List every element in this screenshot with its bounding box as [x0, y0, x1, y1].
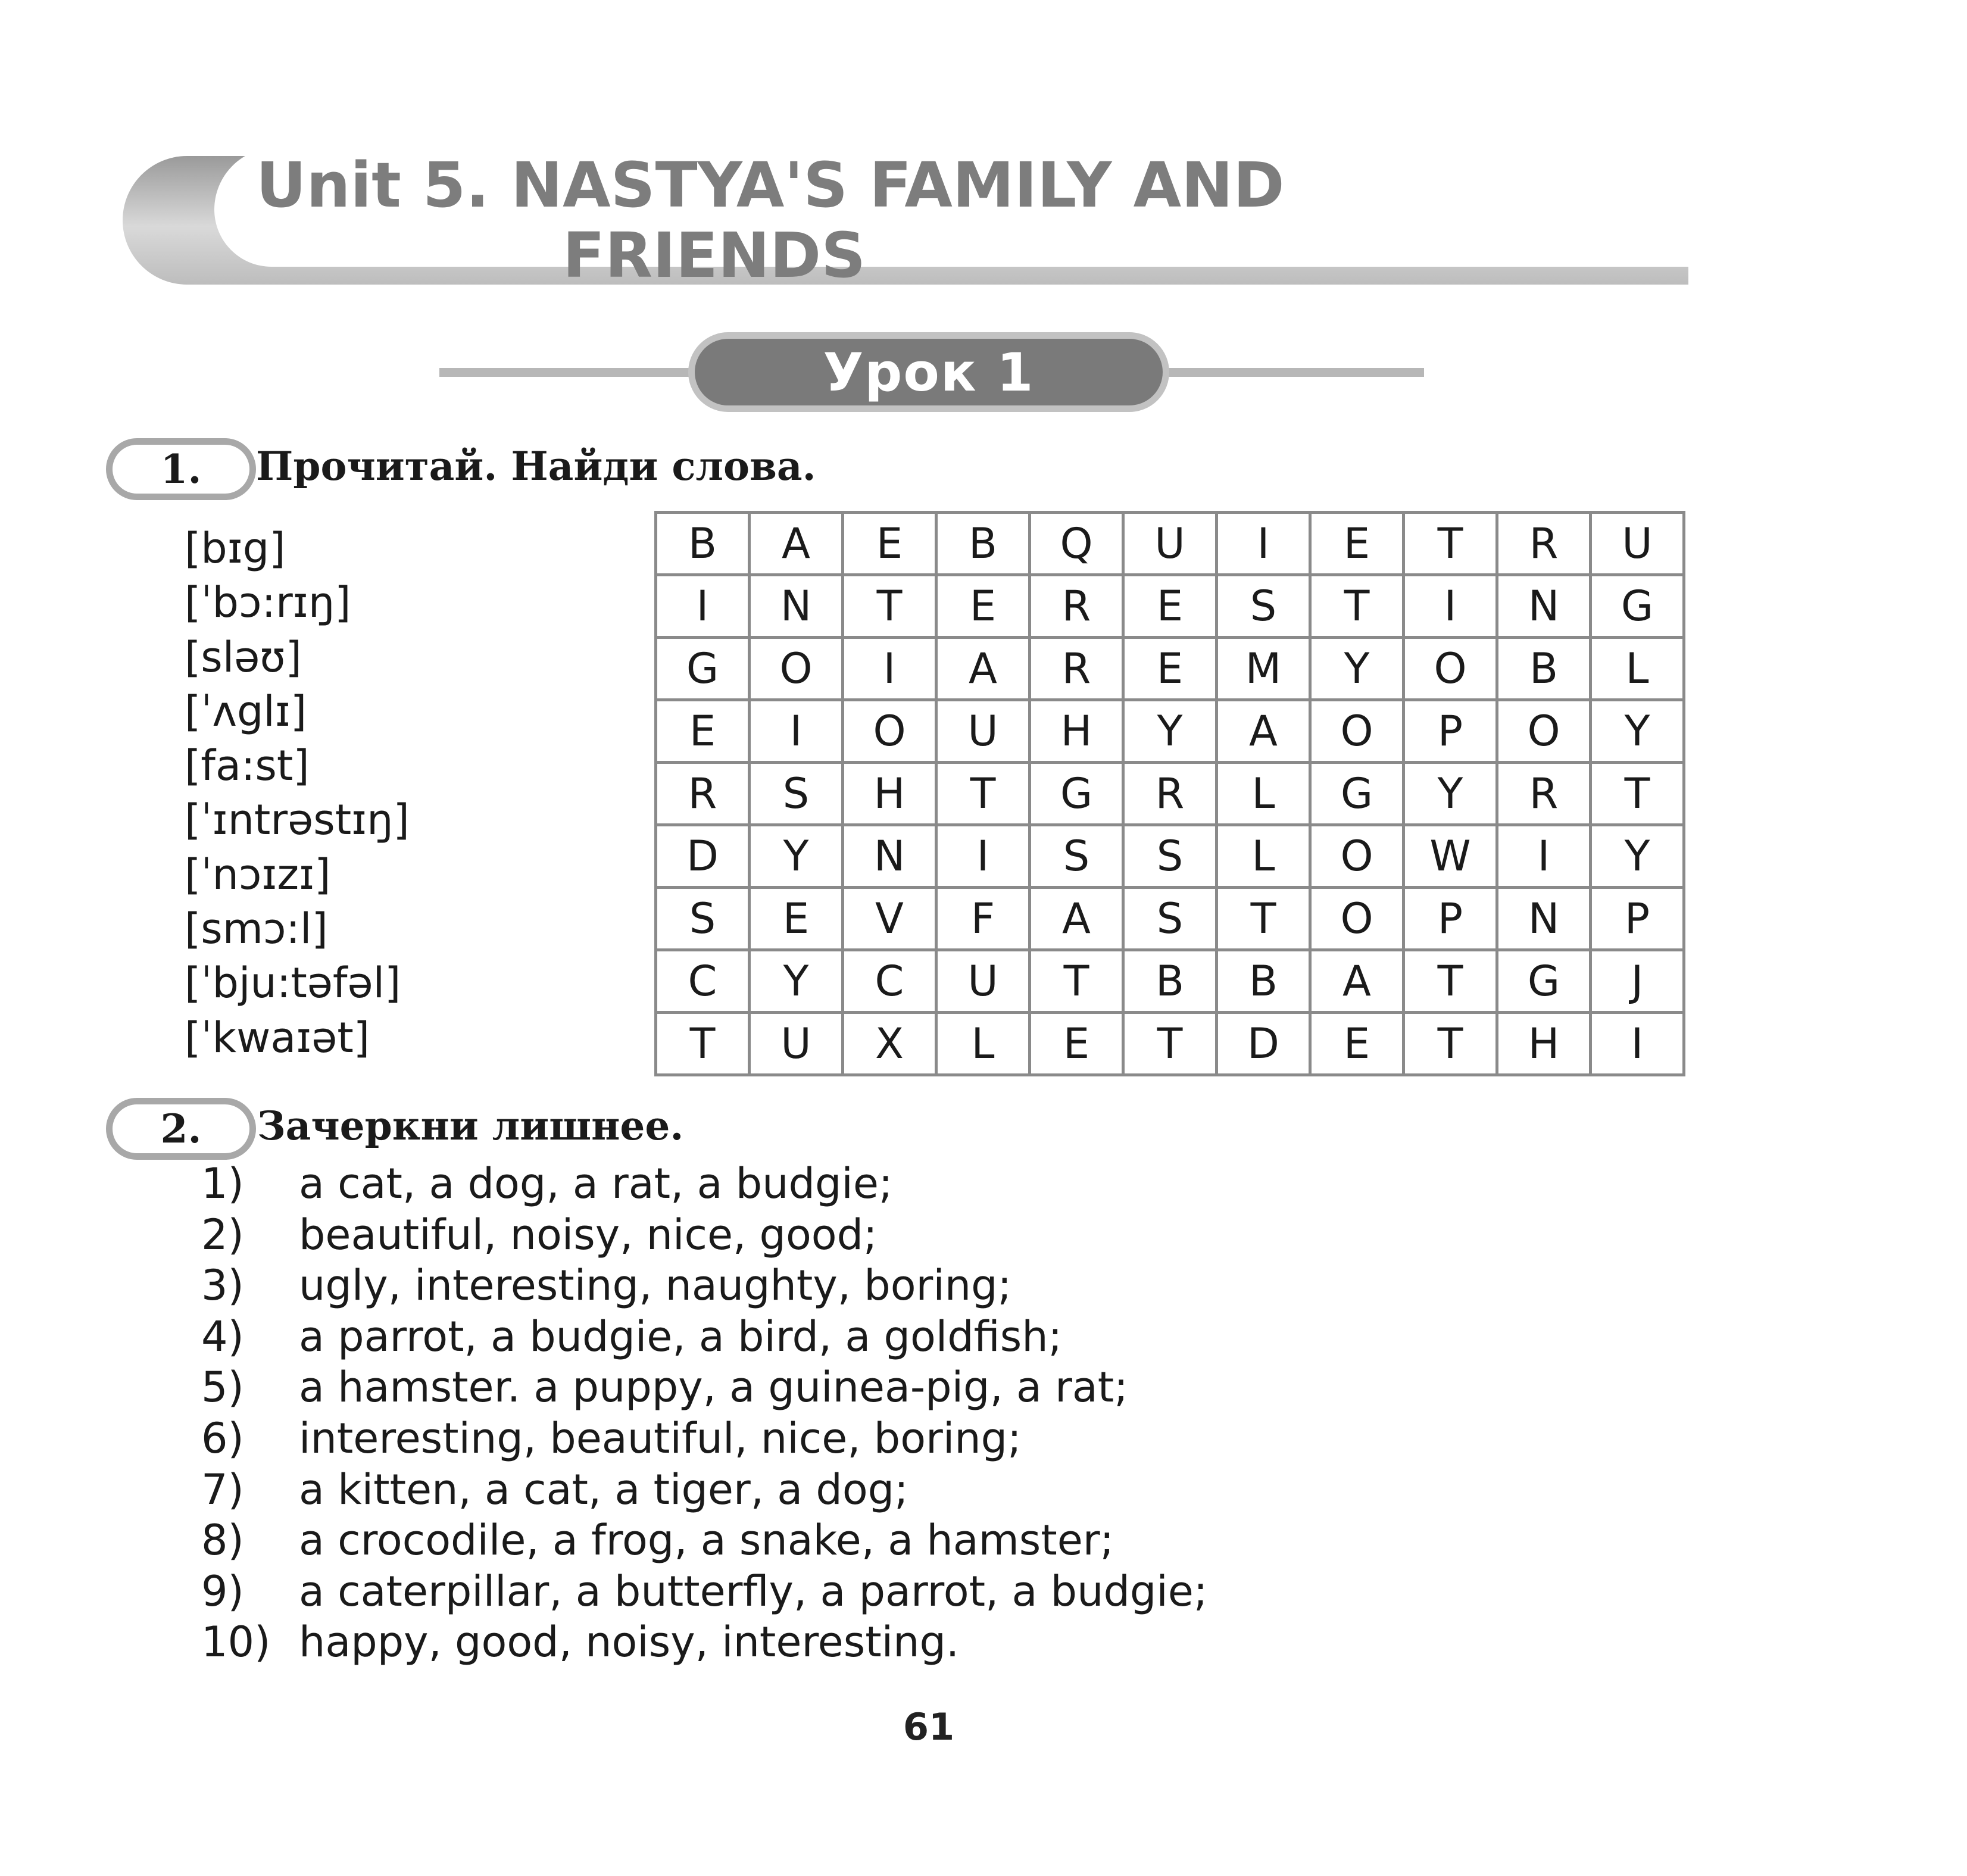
grid-cell: E: [936, 575, 1030, 638]
grid-cell: S: [1123, 888, 1217, 950]
lesson-title: Урок 1: [823, 341, 1035, 403]
grid-row: [656, 950, 1684, 1013]
grid-cell: S: [1030, 825, 1123, 888]
grid-cell: J: [1591, 950, 1684, 1013]
grid-cell: A: [1310, 950, 1404, 1013]
item-text: a crocodile, a frog, a snake, a hamster;: [299, 1516, 1114, 1565]
unit-title: [256, 150, 1685, 291]
page-number: 61: [903, 1705, 955, 1749]
grid-cell: T: [936, 763, 1030, 825]
grid-cell: Y: [1591, 825, 1684, 888]
grid-cell: P: [1404, 888, 1497, 950]
grid-cell: B: [1123, 950, 1217, 1013]
grid-cell: T: [1404, 1013, 1497, 1075]
item-text: a parrot, a budgie, a bird, a goldfish;: [299, 1312, 1063, 1361]
transcription-item: [ˈɪntrəstɪŋ]: [185, 795, 410, 845]
transcription-item: [ˈkwaɪət]: [185, 1013, 370, 1062]
list-item: [201, 1413, 1207, 1465]
grid-cell: P: [1591, 888, 1684, 950]
grid-cell: L: [1217, 763, 1310, 825]
grid-cell: I: [936, 825, 1030, 888]
grid-cell: G: [1030, 763, 1123, 825]
grid-cell: O: [1310, 700, 1404, 763]
grid-cell: L: [1217, 825, 1310, 888]
grid-cell: R: [1123, 763, 1217, 825]
grid-cell: N: [843, 825, 936, 888]
grid-row: [656, 763, 1684, 825]
grid-cell: E: [1123, 638, 1217, 700]
grid-cell: B: [936, 513, 1030, 575]
grid-cell: B: [1497, 638, 1591, 700]
grid-cell: D: [656, 825, 750, 888]
grid-cell: S: [750, 763, 843, 825]
grid-cell: T: [1404, 950, 1497, 1013]
item-number: 9): [201, 1566, 244, 1616]
item-number: 3): [201, 1261, 244, 1310]
grid-cell: G: [1591, 575, 1684, 638]
grid-row: [656, 513, 1684, 575]
grid-cell: S: [656, 888, 750, 950]
grid-row: [656, 638, 1684, 700]
grid-cell: X: [843, 1013, 936, 1075]
item-number: 2): [201, 1210, 244, 1259]
item-text: interesting, beautiful, nice, boring;: [299, 1413, 1022, 1463]
transcription-item: [ˈbɔ:rɪŋ]: [185, 578, 351, 628]
grid-cell: M: [1217, 638, 1310, 700]
grid-cell: A: [750, 513, 843, 575]
grid-cell: E: [1310, 1013, 1404, 1075]
grid-cell: U: [1123, 513, 1217, 575]
grid-cell: Y: [1310, 638, 1404, 700]
grid-cell: E: [1123, 575, 1217, 638]
item-number: 7): [201, 1465, 244, 1514]
grid-cell: N: [1497, 575, 1591, 638]
item-text: beautiful, noisy, nice, good;: [299, 1210, 878, 1259]
item-text: ugly, interesting, naughty, boring;: [299, 1261, 1012, 1310]
grid-cell: T: [843, 575, 936, 638]
grid-cell: T: [1591, 763, 1684, 825]
grid-cell: I: [1404, 575, 1497, 638]
grid-cell: E: [1030, 1013, 1123, 1075]
grid-cell: G: [656, 638, 750, 700]
list-item: [201, 1210, 1207, 1261]
item-number: 1): [201, 1159, 244, 1208]
list-item: [201, 1566, 1207, 1618]
grid-cell: C: [656, 950, 750, 1013]
grid-cell: L: [1591, 638, 1684, 700]
grid-cell: S: [1123, 825, 1217, 888]
grid-row: [656, 825, 1684, 888]
item-number: 8): [201, 1516, 244, 1565]
grid-cell: I: [1497, 825, 1591, 888]
lesson-badge: [688, 332, 1169, 412]
transcription-item: [sləʊ]: [185, 632, 302, 682]
grid-cell: I: [1217, 513, 1310, 575]
grid-cell: Y: [1591, 700, 1684, 763]
grid-row: [656, 888, 1684, 950]
grid-cell: B: [656, 513, 750, 575]
grid-cell: B: [1217, 950, 1310, 1013]
grid-cell: I: [1591, 1013, 1684, 1075]
list-item: [201, 1260, 1207, 1312]
item-text: a kitten, a cat, a tiger, a dog;: [299, 1465, 908, 1514]
grid-cell: U: [936, 950, 1030, 1013]
transcription-item: [fa:st]: [185, 741, 310, 791]
transcription-item: [ˈʌglɪ]: [185, 686, 307, 736]
grid-cell: Q: [1030, 513, 1123, 575]
transcription-list: [185, 522, 410, 1065]
list-item: [201, 1617, 1207, 1668]
grid-cell: R: [1030, 575, 1123, 638]
grid-cell: T: [656, 1013, 750, 1075]
item-text: a caterpillar, a butterfly, a parrot, a budgie;: [299, 1566, 1208, 1616]
grid-cell: C: [843, 950, 936, 1013]
grid-cell: N: [1497, 888, 1591, 950]
grid-cell: H: [843, 763, 936, 825]
list-item: [201, 1312, 1207, 1363]
grid-cell: H: [1030, 700, 1123, 763]
grid-cell: O: [1497, 700, 1591, 763]
transcription-item: [bɪg]: [185, 524, 286, 573]
transcription-item: [ˈbju:təfəl]: [185, 959, 401, 1008]
grid-cell: T: [1217, 888, 1310, 950]
grid-cell: R: [656, 763, 750, 825]
transcription-item: [ˈnɔɪzɪ]: [185, 850, 331, 899]
task-1-instruction: Прочитай. Найди слова.: [256, 443, 816, 489]
grid-cell: G: [1497, 950, 1591, 1013]
grid-row: [656, 700, 1684, 763]
item-text: a cat, a dog, a rat, a budgie;: [299, 1159, 893, 1208]
odd-one-out-list: [201, 1159, 1207, 1668]
grid-cell: O: [1310, 825, 1404, 888]
list-item: [201, 1362, 1207, 1413]
grid-cell: T: [1310, 575, 1404, 638]
item-number: 6): [201, 1413, 244, 1463]
grid-cell: Y: [750, 950, 843, 1013]
grid-cell: G: [1310, 763, 1404, 825]
item-text: a hamster. a puppy, a guinea-pig, a rat;: [299, 1363, 1128, 1412]
item-number: 10): [201, 1618, 271, 1667]
unit-title-line-2: FRIENDS: [563, 219, 866, 292]
grid-cell: U: [936, 700, 1030, 763]
grid-cell: E: [750, 888, 843, 950]
item-number: 5): [201, 1363, 244, 1412]
grid-cell: F: [936, 888, 1030, 950]
grid-cell: A: [1030, 888, 1123, 950]
list-item: [201, 1515, 1207, 1566]
item-number: 4): [201, 1312, 244, 1361]
unit-title-line-1: Unit 5. NASTYA'S FAMILY AND: [256, 149, 1285, 221]
grid-cell: O: [1310, 888, 1404, 950]
grid-cell: T: [1123, 1013, 1217, 1075]
grid-cell: H: [1497, 1013, 1591, 1075]
task-2-instruction: Зачеркни лишнее.: [257, 1103, 684, 1149]
grid-cell: U: [750, 1013, 843, 1075]
grid-cell: E: [656, 700, 750, 763]
grid-cell: V: [843, 888, 936, 950]
grid-cell: Y: [1404, 763, 1497, 825]
task-1-number: 1.: [106, 438, 256, 500]
grid-cell: I: [750, 700, 843, 763]
grid-cell: O: [843, 700, 936, 763]
grid-cell: E: [843, 513, 936, 575]
grid-cell: L: [936, 1013, 1030, 1075]
word-search-grid: [654, 511, 1685, 1076]
grid-cell: P: [1404, 700, 1497, 763]
task-2-number: 2.: [106, 1098, 256, 1160]
grid-cell: N: [750, 575, 843, 638]
grid-cell: O: [750, 638, 843, 700]
grid-cell: D: [1217, 1013, 1310, 1075]
grid-cell: R: [1497, 513, 1591, 575]
grid-cell: S: [1217, 575, 1310, 638]
transcription-item: [smɔ:l]: [185, 904, 328, 954]
grid-cell: T: [1404, 513, 1497, 575]
grid-cell: W: [1404, 825, 1497, 888]
grid-cell: A: [936, 638, 1030, 700]
grid-cell: E: [1310, 513, 1404, 575]
grid-cell: A: [1217, 700, 1310, 763]
grid-cell: I: [656, 575, 750, 638]
grid-row: [656, 575, 1684, 638]
grid-cell: Y: [750, 825, 843, 888]
list-item: [201, 1465, 1207, 1516]
item-text: happy, good, noisy, interesting.: [299, 1618, 960, 1667]
grid-cell: R: [1497, 763, 1591, 825]
grid-cell: T: [1030, 950, 1123, 1013]
grid-row: [656, 1013, 1684, 1075]
grid-cell: U: [1591, 513, 1684, 575]
grid-cell: I: [843, 638, 936, 700]
list-item: [201, 1159, 1207, 1210]
grid-cell: Y: [1123, 700, 1217, 763]
grid-cell: O: [1404, 638, 1497, 700]
grid-cell: R: [1030, 638, 1123, 700]
